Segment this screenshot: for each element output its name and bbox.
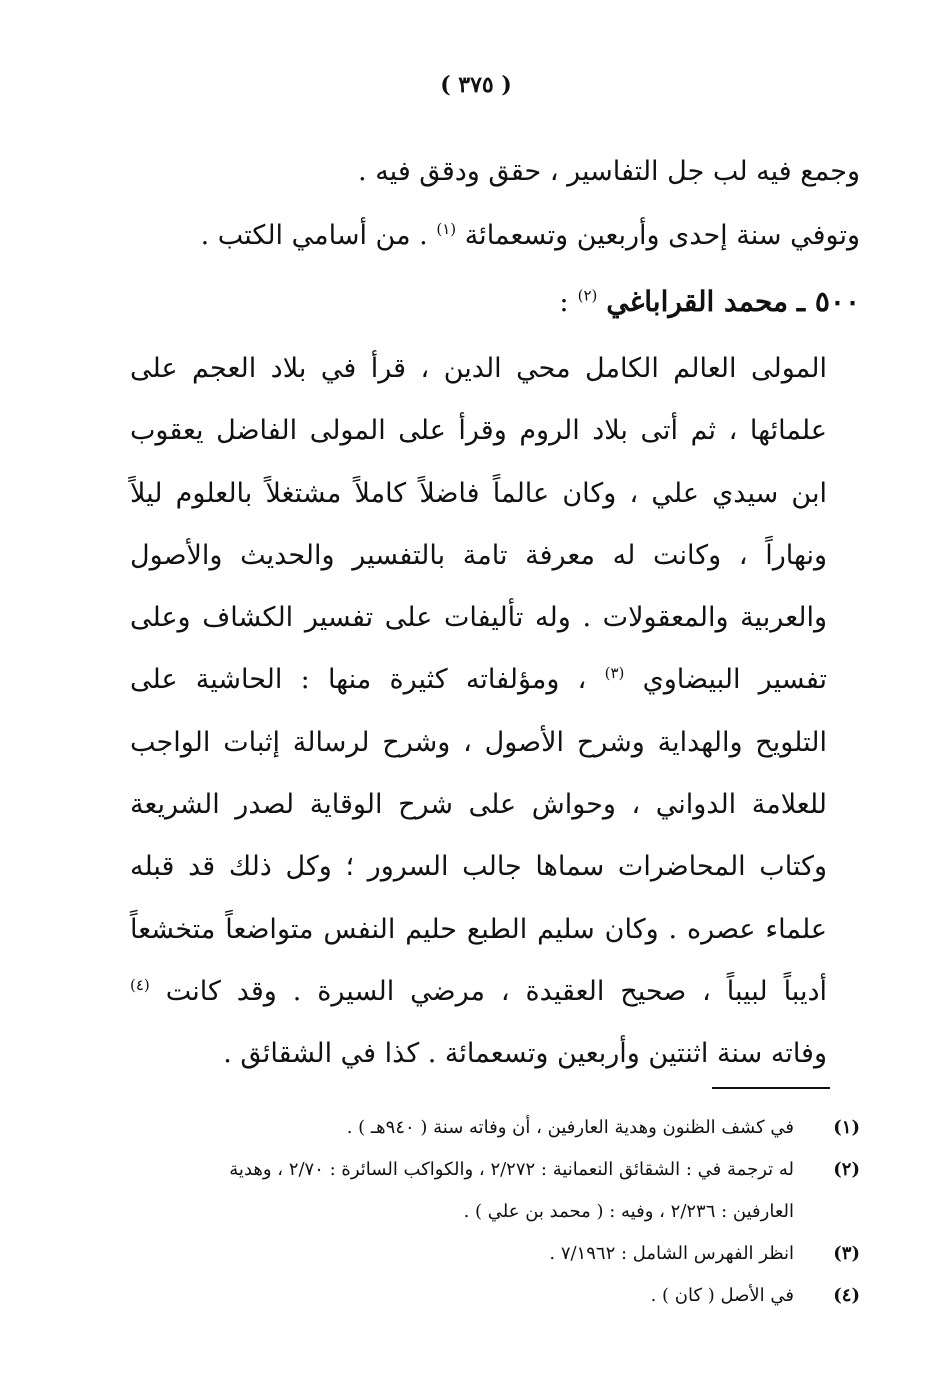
footnote-3 <box>110 1240 860 1268</box>
footnote-number: (٤) <box>833 1285 860 1306</box>
body-line: وكتاب المحاضرات سماها جالب السرور ؛ وكل ذلك قد قبله <box>130 851 827 883</box>
footnote-separator <box>712 1087 830 1089</box>
footnote-text: له ترجمة في : الشقائق النعمانية : ٢/٢٧٢ ، والكواكب السائرة : ٢/٧٠ ، وهدية <box>229 1159 794 1180</box>
footnotes <box>110 1114 860 1324</box>
body-line: والعربية والمعقولات . وله تأليفات على تفسير الكشاف وعلى <box>130 602 827 634</box>
body-line: المولى العالم الكامل محي الدين ، قرأ في بلاد العجم على <box>130 353 827 384</box>
intro-line-1-text: وجمع فيه لب جل التفاسير ، حقق ودقق فيه . <box>358 156 860 187</box>
entry-body <box>130 338 827 1086</box>
body-line-part: ، ومؤلفاته كثيرة منها : الحاشية على <box>130 664 587 696</box>
intro-line-2-text-b: . من أسامي الكتب . <box>200 220 428 251</box>
body-line: ابن سيدي علي ، وكان عالماً فاضلاً كاملاً مشتغلاً بالعلوم ليلاً <box>130 477 827 509</box>
entry-number: ٥٠٠ ـ <box>796 285 860 318</box>
footnote-number: (٢) <box>833 1159 860 1180</box>
body-line-part: أديباً لبيباً ، صحيح العقيدة ، مرضي السيرة . وقد كانت <box>165 975 827 1007</box>
body-line-with-footnote-4 <box>130 961 827 1023</box>
page-number: ( ٣٧٥ ) <box>440 72 512 98</box>
intro-line-2-text-a: وتوفي سنة إحدى وأربعين وتسعمائة <box>464 220 860 251</box>
footnote-text: انظر الفهرس الشامل : ٧/١٩٦٢ . <box>549 1243 794 1264</box>
footnote-number: (١) <box>833 1117 860 1138</box>
footnote-1 <box>110 1114 860 1142</box>
body-line-with-footnote-3 <box>130 649 827 711</box>
body-line: وفاته سنة اثنتين وأربعين وتسعمائة . كذا في الشقائق . <box>223 1038 827 1070</box>
footnote-text: في كشف الظنون وهدية العارفين ، أن وفاته سنة ( ٩٤٠هـ ) . <box>346 1117 794 1138</box>
footnote-text: في الأصل ( كان ) . <box>650 1285 794 1306</box>
entry-colon: : <box>559 285 569 318</box>
intro-line-2 <box>80 216 860 256</box>
footnote-marker-4[interactable]: (٤) <box>130 975 150 994</box>
body-line: ونهاراً ، وكانت له معرفة تامة بالتفسير والحديث والأصول <box>130 539 827 571</box>
body-line: علمائها ، ثم أتى بلاد الروم وقرأ على المولى الفاضل يعقوب <box>130 415 827 447</box>
entry-name: محمد القراباغي <box>606 285 789 318</box>
footnote-marker-3[interactable]: (٣) <box>604 664 625 683</box>
footnote-2 <box>110 1156 860 1226</box>
body-line: للعلامة الدواني ، وحواش على شرح الوقاية لصدر الشريعة <box>130 789 827 821</box>
footnote-text-block <box>110 1156 794 1226</box>
intro-line-1 <box>80 152 860 192</box>
footnote-4 <box>110 1282 860 1310</box>
footnote-number: (٣) <box>833 1243 860 1264</box>
footnote-marker-1[interactable]: (١) <box>436 220 457 238</box>
body-line: التلويح والهداية وشرح الأصول ، وشرح لرسالة إثبات الواجب <box>130 726 827 758</box>
body-line: علماء عصره . وكان سليم الطبع حليم النفس متواضعاً متخشعاً <box>130 913 827 945</box>
footnote-marker-2[interactable]: (٢) <box>577 286 598 305</box>
footnote-text-continuation: العارفين : ٢/٢٣٦ ، وفيه : ( محمد بن علي ) . <box>463 1201 794 1222</box>
entry-heading <box>80 280 860 324</box>
body-line-part: تفسير البيضاوي <box>642 664 827 696</box>
